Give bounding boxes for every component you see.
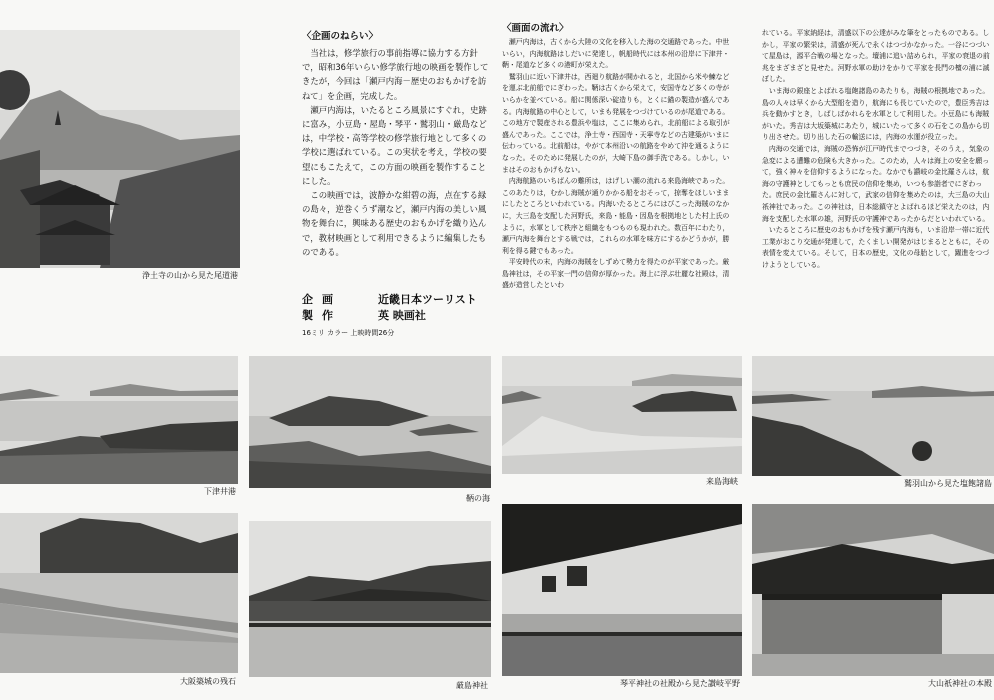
caption-itsukushima: 厳島神社 bbox=[456, 681, 488, 690]
flow-heading: 〈画面の流れ〉 bbox=[502, 23, 569, 34]
flow-col1-paragraph-2: 鷲羽山に近い下津井は，西廻り航路が開かれると，北国から米や鰊などを運ぶ北前船でにぎわった。鞆は古くから栄えて，安国寺など多くの寺がいらかを並べている。船に関係深い碇造りも，とくに錨の製造が盛んである。内海航路の中心として，いまも発展をつづけているのが尾道である。この地方で製産される豊浜や塩は，ここに集められ，北前船による取引が盛んであった。ここでは，浄土寺・西国寺・天寧寺などの古建築がいまに伝わっている。北前船は，やがて本州沿いの航路をやめて沖を通るようになった。そのために発展したのが，大崎下島の御手洗である。しかし，いまはそのおもかげもない。 bbox=[502, 72, 730, 174]
flow-col1-paragraph-3: 内海航路のいちばんの難所は，はげしい潮の流れる来島海峡であった。このあたりは，むかし海賊が通りかかる船をおそって，掠奪をほしいままにしたところといわれている。内海いたるところにはびこった海賊のなかに，大三島を支配した河野氏，来島・能島・因島を根拠地とした村上氏のように，水軍として秩序と組織をもつものも現われた。数百年にわたり，瀬戸内海を舞台とする戦では，これらの水軍を味方にするかどうかが，勝利を得る鍵でもあった。 bbox=[502, 177, 730, 255]
photo-kurushima bbox=[502, 356, 742, 474]
photo-itsukushima bbox=[249, 521, 491, 677]
caption-kotohira: 琴平神社の社殿から見た讃岐平野 bbox=[620, 679, 740, 688]
photo-kotohira bbox=[502, 504, 742, 676]
flow-col2-paragraph-1: れている。平家納経は，清盛以下の公達がみな筆をとったものである。しかし，平家の繁栄は，清盛が死んで永くはつづかなかった。一谷につづいて屋島は，源平合戦の場となった。壇浦に追い詰められ，平家の衰退の前兆をまざまざと見せた。河野水軍の助けをかりて平家を長門の檀の浦に滅ぼした。 bbox=[762, 29, 990, 84]
credit-planning-label: 企画 bbox=[302, 293, 342, 306]
credit-production-label: 製作 bbox=[302, 309, 342, 322]
credit-production-value: 英 映画社 bbox=[378, 309, 426, 322]
plan-paragraph-2: 瀬戸内海は，いたるところ風景にすぐれ，史跡に富み，小豆島・屋島・琴平・鷲羽山・厳島などは，中学校・高等学校の修学旅行地として多くの学校に選ばれている。この実状を考え，学校の要望にもこたえて，この方面の映画を製作することにした。 bbox=[302, 104, 487, 186]
caption-onomichi: 浄土寺の山から見た尾道港 bbox=[142, 271, 238, 280]
caption-oyamazumi: 大山祇神社の本殿 bbox=[928, 679, 992, 688]
flow-col2-paragraph-4: いたるところに歴史のおもかげを残す瀬戸内海も，いま沿岸一帯に近代工業がおこり交通が発達して，たくましい開発がはじまるとともに，その表情を変えている。そして，日本の歴史，文化の母胎として，躍進をつづけようとしている。 bbox=[762, 226, 990, 269]
credit-planning-value: 近畿日本ツーリスト bbox=[378, 293, 477, 306]
flow-col2-paragraph-3: 内海の交通では，海賊の恐怖が江戸時代までつづき，そのうえ，気象の急変による遭難の危険も大きかった。このため，人々は海上の安全を願って，強く神々を信仰するようになった。なかでも讃岐の金比羅さんは，航海の守護神としてもっとも庶民の信仰を集め，いつも参詣者でにぎわった。庶民の金比羅さんに対して，武家の信仰を集めたのは，大三島の大山祇神社であった。この神社は，日本総鎮守とよばれるほど栄えたのは，内海を支配した水軍の雄，河野氏の守護神であったからだといわれている。 bbox=[762, 144, 990, 223]
plan-paragraph-1: 当社は，修学旅行の事前指導に協力する方針で，昭和36年いらい修学旅行地の映画を製作してきたが，今回は「瀬戸内海－歴史のおもかげを訪ねて」を企画，完成した。 bbox=[302, 48, 489, 101]
flow-col2-paragraph-2: いま海の銀座とよばれる塩飽諸島のあたりも，海賊の根拠地であった。島の人々は早くから大型船を造り，航海にも長じていたので，豊臣秀吉は兵を動かすとき，しばしばかれらを水軍として利用した。小豆島にも海賊がいた。秀吉は大坂築城にあたり，城にいたって多くの石をこの島から切り出させた。切り出した石の輸送には，内海の水運が役立った。 bbox=[762, 86, 990, 142]
caption-shiwaku: 鷲羽山から見た塩飽諸島 bbox=[904, 479, 992, 488]
caption-osaka: 大阪築城の残石 bbox=[180, 677, 236, 686]
caption-tomo: 鞆の海 bbox=[466, 494, 490, 503]
credits-block bbox=[302, 292, 477, 339]
photo-shimotsui bbox=[0, 356, 238, 484]
photo-onomichi-harbor bbox=[0, 30, 240, 268]
flow-section-col2 bbox=[762, 28, 990, 348]
plan-paragraph-3: この映画では，波静かな紺碧の海，点在する緑の島々，逆巻くうず潮など，瀬戸内海の美しい風物を舞台に，興味ある歴史のおもかげを織り込んで，教材映画として利用できるように編集したものである。 bbox=[302, 190, 487, 257]
photo-oyamazumi bbox=[752, 504, 994, 676]
photo-shiwaku bbox=[752, 356, 994, 476]
flow-col1-paragraph-4: 平安時代の末，内海の海賊をしずめて勢力を得たのが平家であった。厳島神社は，その平家一門の信仰が厚かった。海上に浮ぶ壮麗な社殿は，清盛が造営したといわ bbox=[502, 258, 730, 290]
photo-osaka-castle-stones bbox=[0, 513, 238, 673]
photo-tomo bbox=[249, 356, 491, 488]
flow-section-col1 bbox=[502, 22, 734, 347]
caption-kurushima: 来島海峡 bbox=[706, 477, 738, 486]
caption-shimotsui: 下津井港 bbox=[204, 487, 236, 496]
plan-heading: 〈企画のねらい〉 bbox=[302, 31, 379, 42]
plan-section bbox=[302, 30, 494, 259]
flow-col1-paragraph-1: 瀬戸内海は，古くから大陸の文化を移入した海の交通路であった。中世いらい，内海航路はしだいに発達し，帆船時代には本州の沿岸に下津井・鞆・尾道など多くの港町が栄えた。 bbox=[502, 38, 730, 70]
film-format: 16ミリ カラー 上映時間26分 bbox=[302, 329, 395, 337]
